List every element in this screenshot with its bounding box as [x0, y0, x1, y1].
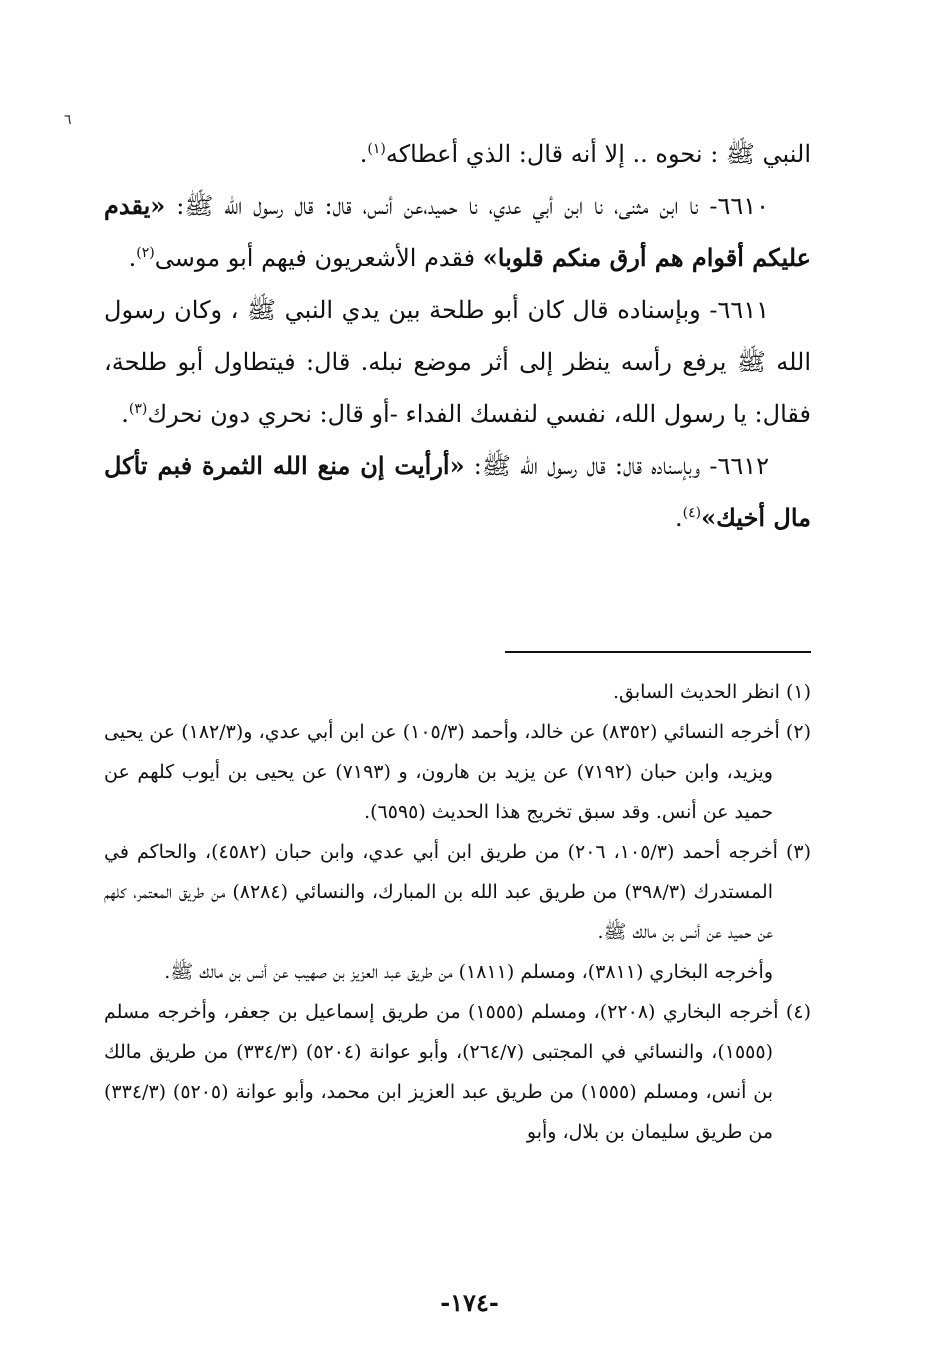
paragraph-end: .: [121, 400, 129, 428]
footnote-3: (٣) أخرجه أحمد (١٠٥/٣، ٢٠٦) من طريق ابن أبي عدي، وابن حبان (٤٥٨٢)، والحاكم في المستدرك (٣٩٨/٣) من طريق عبد الله بن المبارك، والنسائي (٨٢٨٤) من طريق المعتمر، كلهم عن حميد عن أنس بن مالك ﷺ.: [104, 841, 811, 943]
hadith-quote: «يقدم عليكم أقوام هم أرق منكم قلوبا»: [104, 191, 811, 272]
footnote-divider: [505, 651, 811, 653]
hadith-6612: [104, 440, 811, 544]
footnote-2: (٢) أخرجه النسائي (٨٣٥٢) عن خالد، وأحمد (١٠٥/٣) عن ابن أبي عدي، و(١٨٢/٣) عن يحيى ويزيد، وابن حبان (٧١٩٢) عن يزيد بن هارون، و (٧١٩٣) عن يحيى بن أيوب كلهم عن حميد عن أنس. وقد سبق تخريج هذا الحديث (٦٥٩٥).: [104, 721, 811, 823]
paragraph-text: ٦٦١٠- نا ابن مثنى، نا ابن أبي عدي، نا حميد،عن أنس، قال: قال رسول الله ﷺ:: [165, 192, 769, 220]
footnotes: [104, 672, 811, 1152]
paragraph-text: ٦٦١١- وبإسناده قال كان أبو طلحة بين يدي النبي ﷺ ، وكان رسول الله ﷺ يرفع رأسه ينظر إلى أثر موضع نبله. قال: فيتطاول أبو طلحة، فقال: يا رسول الله، نفسي لنفسك الفداء -أو قال: نحري دون نحرك: [104, 296, 811, 428]
footnote-4: (٤) أخرجه البخاري (٢٢٠٨)، ومسلم (١٥٥٥) من طريق إسماعيل بن جعفر، وأخرجه مسلم (١٥٥٥)، والنسائي في المجتبى (٢٦٤/٧)، وأبو عوانة (٥٢٠٤) (٣٣٤/٣) من طريق مالك بن أنس، ومسلم (١٥٥٥) من طريق عبد العزيز ابن محمد، وأبو عوانة (٥٢٠٥) (٣٣٤/٣) من طريق سليمان بن بلال، وأبو: [104, 1001, 811, 1143]
paragraph-end: .: [128, 244, 137, 272]
margin-mark: ٦: [64, 112, 72, 128]
footnote-ref[interactable]: (١): [367, 141, 386, 157]
paragraph-text: ٦٦١٢- وبإسناده قال: قال رسول الله ﷺ:: [464, 452, 769, 480]
paragraph-text-after-quote: فقدم الأشعريون فيهم أبو موسى: [154, 244, 483, 272]
footnote-ref[interactable]: (٤): [682, 505, 702, 521]
hadith-6610: [104, 180, 811, 284]
paragraph-text: النبي ﷺ : نحوه .. إلا أنه قال: الذي أعطاكه: [385, 140, 811, 168]
footnote-ref[interactable]: (٣): [128, 401, 148, 417]
paragraph-continuation: [104, 128, 811, 180]
footnote-3-continuation: وأخرجه البخاري (٣٨١١)، ومسلم (١٨١١) من طريق عبد العزيز بن صهيب عن أنس بن مالك ﷺ.: [164, 961, 773, 983]
paragraph-end: .: [359, 140, 368, 168]
footnote-1: (١) انظر الحديث السابق.: [612, 681, 811, 703]
footnote-ref[interactable]: (٢): [136, 245, 155, 261]
paragraph-end: .: [674, 504, 683, 532]
hadith-quote: «أرأيت إن منع الله الثمرة فبم تأكل مال أخيك»: [104, 451, 811, 532]
main-text: [104, 128, 811, 544]
hadith-6611: [104, 284, 811, 440]
page-number: -١٧٤-: [440, 1288, 499, 1317]
